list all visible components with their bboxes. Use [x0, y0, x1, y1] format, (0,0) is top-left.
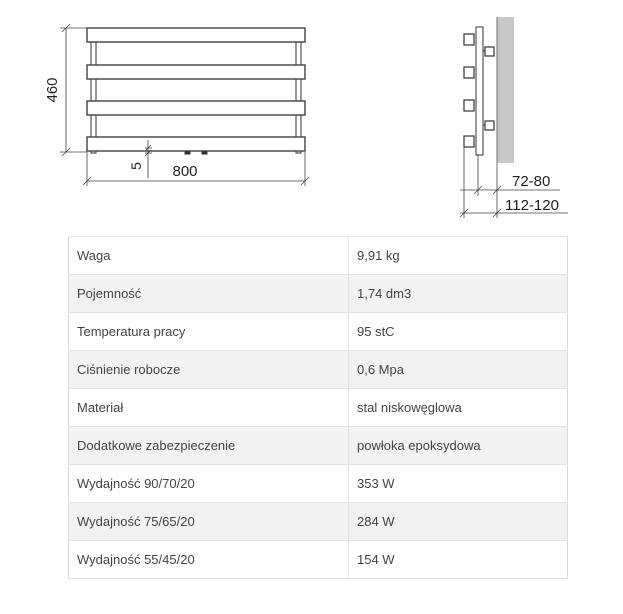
table-row	[69, 351, 568, 389]
spec-value: 95 stC	[349, 313, 568, 351]
side-panel-1	[464, 34, 474, 45]
specifications-table	[68, 236, 568, 579]
spec-value: powłoka epoksydowa	[349, 427, 568, 465]
spec-label: Dodatkowe zabezpieczenie	[69, 427, 349, 465]
height-label: 460	[44, 77, 61, 103]
spec-label: Temperatura pracy	[69, 313, 349, 351]
spec-value: 353 W	[349, 465, 568, 503]
table-row	[69, 541, 568, 579]
spec-value: 284 W	[349, 503, 568, 541]
depth-min-label: 72-80	[512, 173, 551, 190]
spec-value: 9,91 kg	[349, 237, 568, 275]
left-collector	[91, 31, 96, 153]
spec-label: Wydajność 55/45/20	[69, 541, 349, 579]
spec-value: 1,74 dm3	[349, 275, 568, 313]
spec-label: Materiał	[69, 389, 349, 427]
front-view	[60, 24, 309, 186]
depth-max-label: 112-120	[505, 197, 559, 214]
spec-value: stal niskowęglowa	[349, 389, 568, 427]
panel-3	[87, 101, 305, 115]
spec-label: Ciśnienie robocze	[69, 351, 349, 389]
side-panel-3	[464, 100, 474, 111]
table-row	[69, 389, 568, 427]
wall-bracket-top	[485, 47, 494, 56]
technical-drawing	[0, 0, 623, 230]
collector-side	[476, 27, 483, 155]
side-panel-2	[464, 67, 474, 78]
height-dimension	[60, 24, 87, 156]
table-row	[69, 313, 568, 351]
right-collector	[296, 31, 301, 153]
side-panel-4	[464, 136, 474, 147]
table-row	[69, 275, 568, 313]
wall-bracket-bottom	[485, 121, 494, 130]
wall	[497, 17, 514, 163]
spec-label: Waga	[69, 237, 349, 275]
width-label: 800	[172, 163, 198, 180]
table-row	[69, 465, 568, 503]
spec-value: 0,6 Mpa	[349, 351, 568, 389]
spec-label: Wydajność 90/70/20	[69, 465, 349, 503]
gap-label: 5	[128, 162, 144, 170]
valve-left	[185, 151, 190, 154]
table-row	[69, 237, 568, 275]
panel-4	[87, 137, 305, 151]
panel-2	[87, 65, 305, 79]
table-row	[69, 503, 568, 541]
spec-label: Pojemność	[69, 275, 349, 313]
spec-label: Wydajność 75/65/20	[69, 503, 349, 541]
spec-value: 154 W	[349, 541, 568, 579]
valve-right	[202, 151, 207, 154]
table-row	[69, 427, 568, 465]
panel-1	[87, 28, 305, 42]
